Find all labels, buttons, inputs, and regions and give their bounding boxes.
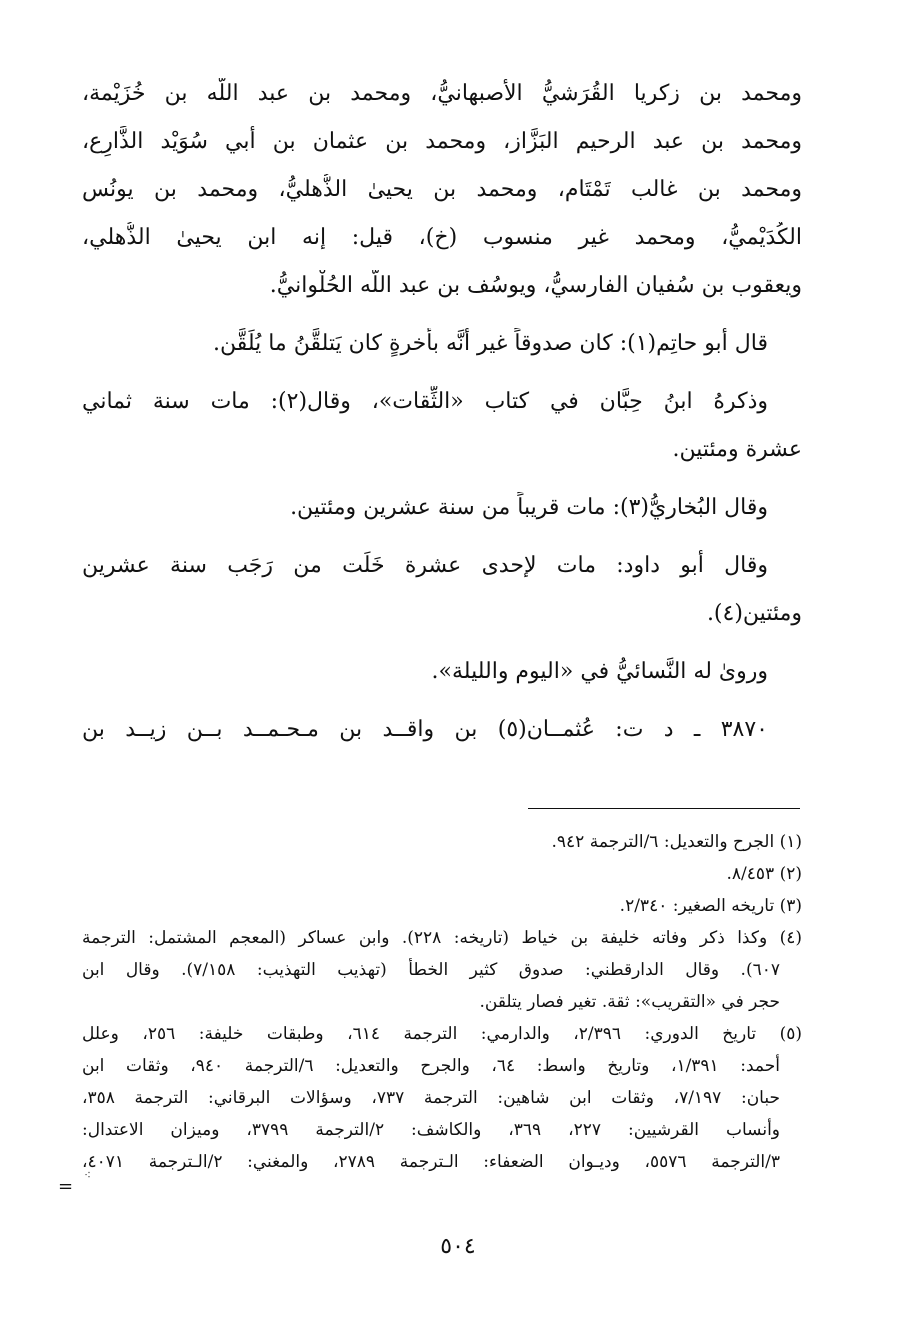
footnote-line: (٤) وكذا ذكر وفاته خليفة بن خياط (تاريخه: ٢٢٨). وابن عساكر (المعجم المشتمل: الترجمة: [82, 928, 802, 948]
footnotes: [82, 830, 802, 1182]
footnote-line: (١) الجرح والتعديل: ٦/الترجمة ٩٤٢.: [551, 832, 802, 852]
text-line: وقال أبو داود: مات لإحدى عشرة خَلَت من رَجَب سنة عشرين: [82, 553, 768, 578]
footnote-line: ٦٠٧). وقال الدارقطني: صدوق كثير الخطأ (تهذيب التهذيب: ٧/١٥٨). وقال ابن: [82, 960, 780, 980]
main-text: [82, 78, 802, 762]
page-number: ٥٠٤: [440, 1234, 476, 1259]
text-line: عشرة ومئتين.: [672, 437, 802, 462]
text-line: ومحمد بن عبد الرحيم البَزَّاز، ومحمد بن عثمان بن أبي سُوَيْد الذَّارِع،: [82, 129, 802, 154]
text-line: ورویٰ له النَّسائيُّ في «اليوم والليلة».: [431, 659, 768, 684]
text-line: ومحمد بن زكريا القُرَشيُّ الأصبهانيُّ، ومحمد بن عبد اللَّه بن خُزَيْمة،: [82, 81, 802, 106]
footnote-line: حبان: ٧/١٩٧، وثقات ابن شاهين: الترجمة ٧٣٧، وسؤالات البرقاني: الترجمة ٣٥٨،: [82, 1088, 780, 1108]
text-line: ويعقوب بن سُفيان الفارسيُّ، ويوسُف بن عبد اللَّه الحُلْوانيُّ.: [269, 273, 802, 298]
footnote-line: ٣/الترجمة ٥٥٧٦، وديـوان الضعفاء: الـترجمة ٢٧٨٩، والمغني: ٢/الـترجمة ٤٠٧١،: [82, 1152, 780, 1172]
footnote-line: وأنساب القرشيين: ٢٢٧، ٣٦٩، والكاشف: ٢/الترجمة ٣٧٩٩، وميزان الاعتدال:: [82, 1120, 781, 1140]
footnote-line: (٣) تاريخه الصغير: ٢/٣٤٠.: [619, 896, 802, 916]
margin-dots: ⁖: [84, 1168, 92, 1182]
footnote-line: (٢) ٨/٤٥٣.: [726, 864, 802, 884]
text-line: الكُدَيْميُّ، ومحمد غير منسوب (خ)، قيل: إنه ابن يحيىٰ الذُّهلي،: [82, 225, 802, 250]
continuation-mark: =: [58, 1176, 74, 1197]
text-line: ومحمد بن غالب تَمْتَام، ومحمد بن يحيىٰ الذُّهليُّ، ومحمد بن يونُس: [82, 177, 802, 202]
text-line: ومئتين(٤).: [706, 601, 802, 626]
entry-heading-line: ٣٨٧٠ ـ د ت: عُثمــان(٥) بن واقــد بن مـحـمــد بــن زيــد بن: [82, 717, 768, 742]
text-line: وذكرهُ ابنُ حِبَّان في كتاب «الثِّقات»، وقال(٢): مات سنة ثماني: [82, 389, 768, 414]
text-line: وقال البُخاريُّ(٣): مات قريباً من سنة عشرين ومئتين.: [290, 495, 768, 520]
footnote-line: أحمد: ١/٣٩١، وتاريخ واسط: ٦٤، والجرح والتعديل: ٦/الترجمة ٩٤٠، وثقات ابن: [82, 1056, 780, 1076]
footnote-line: (٥) تاريخ الدوري: ٢/٣٩٦، والدارمي: الترجمة ٦١٤، وطبقات خليفة: ٢٥٦، وعلل: [82, 1024, 802, 1044]
footnote-separator: [528, 808, 800, 809]
footnote-line: حجر في «التقريب»: ثقة. تغير فصار يتلقن.: [479, 992, 780, 1012]
text-line: قال أبو حاتِم(١): كان صدوقاً غير أنَّه بأَخرةٍ كان يَتلقَّنُ ما يُلَقَّن.: [212, 331, 768, 356]
